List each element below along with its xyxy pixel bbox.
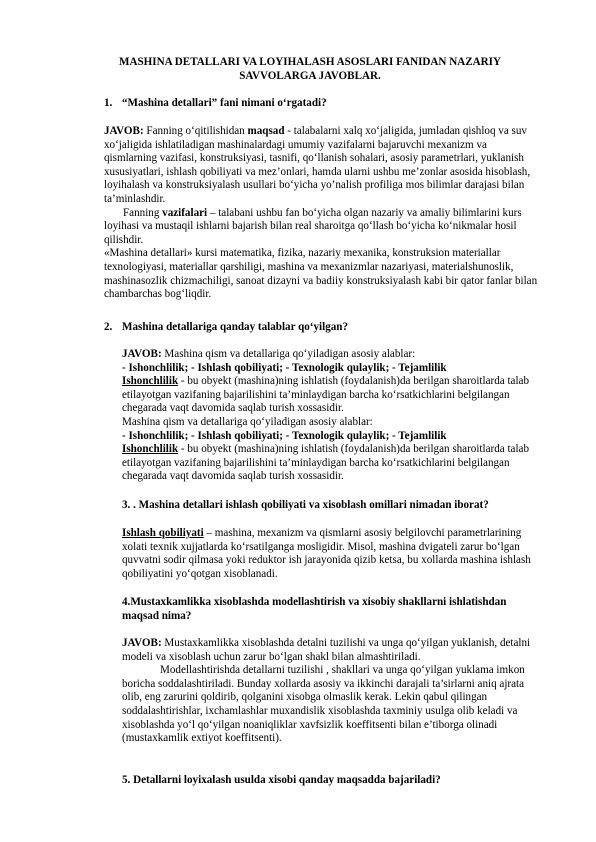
- answer-2-definition: [122, 375, 540, 416]
- document-title: [90, 55, 530, 83]
- question-1-number: 1.: [104, 97, 113, 109]
- answer-1-label: JAVOB:: [104, 125, 144, 137]
- answer-2-list-repeat: - Ishonchlilik; - Ishlash qobiliyati; - Texnologik qulaylik; - Tejamlilik: [122, 429, 447, 442]
- question-3-text: 3. . Mashina detallari ishlash qobiliyati va xisoblash omillari nimadan iborat?: [122, 499, 489, 511]
- answer-2-intro: [122, 348, 540, 362]
- answer-3-def-text: – mashina, mexanizm va qismlarni asosiy belgilovchi parametrlarining xolati texnik xujjatlarda ko‘rsatilganga mosligidir. Misol, mashina dvigateli zarur bo‘lgan quvvatni sodir qilmasa yoki reduktor ish jarayonida qizib ketsa, bu xollarda mashina ishlash qobiliyatini yo‘qotgan xisoblanadi.: [122, 527, 531, 580]
- answer-2-def-text: - bu obyekt (mashina)ning ishlatish (foydalanish)da berilgan sharoitlarda talab etilayotgan vazifaning bajarilishini ta’minlaydigan barcha ko‘rsatkichlarini belgilangan chegarada vaqt davomida saqlab turish xossasidir.: [122, 375, 530, 415]
- answer-2-def-text-repeat: - bu obyekt (mashina)ning ishlatish (foydalanish)da berilgan sharoitlarda talab etilayotgan vazifaning bajarilishini ta’minlaydigan barcha ko‘rsatkichlarini belgilangan chegarada vaqt davomida saqlab turish xossasidir.: [122, 443, 530, 483]
- answer-1-p2-text-a: Fanning: [123, 206, 163, 219]
- answer-1-keyword-vazifalari: vazifalari: [162, 206, 208, 219]
- question-2-number: 2.: [104, 321, 113, 333]
- answer-2-definition-repeat: [122, 443, 540, 484]
- answer-2: [122, 348, 540, 484]
- answer-2-list: - Ishonchlilik; - Ishlash qobiliyati; - Texnologik qulaylik; - Tejamlilik: [122, 361, 447, 374]
- answer-4-text: Mustaxkamlikka xisoblashda detalni tuzilishi va unga qo‘yilgan yuklanish, detalni modeli va xisoblash uchun zarur bo‘lgan shakl bilan almashtiriladi.: [122, 637, 531, 663]
- question-1-text: “Mashina detallari” fani nimani o‘rgatadi?: [122, 97, 327, 109]
- answer-2-term-repeat: Ishonchlilik: [122, 443, 179, 456]
- answer-2-intro-repeat: Mashina qism va detallariga qo‘yiladigan asosiy alablar:: [122, 415, 373, 428]
- answer-1-paragraph-1: [104, 125, 540, 207]
- answer-4-paragraph-2: Modellashtirishda detallarni tuzilishi , shakllari va unga qo‘yilgan yuklama imkon boricha soddalashtiriladi. Bunday xollarda asosiy va ikkinchi darajali ta’sirlarni aniq ajrata olib, eng zarurini qoldirib, qolganini xisobga olmaslik kerak. Lekin qabul qilingan soddalashtirishlar, ixchamlashlar muxandislik xisoblashda taxminiy usulga olib keladi va xisoblashda yo‘l qo‘yilgan noaniqliklar xavfsizlik koeffitsenti bilan e’tiborga olinadi (mustaxkamlik extiyot koeffitsenti).: [122, 664, 525, 745]
- question-4-heading: [122, 596, 542, 623]
- question-4-text: 4.Mustaxkamlikka xisoblashda modellashtirish va xisobiy shakllarni ishlatishdan maqsad nima?: [122, 596, 507, 622]
- answer-3: [122, 527, 540, 581]
- question-1-heading: [104, 97, 534, 111]
- question-2-heading: [104, 321, 534, 335]
- answer-1-paragraph-3: «Mashina detallari» kursi matematika, fizika, nazariy mexanika, konstruksion materiallar texnologiyasi, materiallar qarshiligi, mashina va mexanizmlar nazariyasi, materialshunoslik, mashinasozlik chizmachiligi, sanoat dizayni va badiiy konstruksiyalash kabi bir qator fanlar bilan chambarchas bog‘liqdir.: [104, 247, 538, 301]
- question-2-text: Mashina detallariga qanday talablar qo‘yilgan?: [122, 321, 349, 333]
- answer-1-paragraph-2: [104, 207, 540, 248]
- answer-4-paragraph-1: [122, 637, 540, 664]
- answer-1: [104, 125, 540, 302]
- answer-2-term: Ishonchlilik: [122, 375, 179, 388]
- answer-2-intro-text: Mashina qism va detallariga qo‘yiladigan asosiy alablar:: [161, 348, 416, 360]
- title-line-2: SAVVOLARGA JAVOBLAR.: [239, 70, 381, 82]
- answer-3-term: Ishlash qobiliyati: [122, 527, 204, 539]
- answer-1-p2-text-b: – talabani ushbu fan bo‘yicha olgan nazariy va amaliy bilimlarini kurs loyihasi va mustaqil ishlarni bajarish bilan real sharoitga qo‘llash bo‘yicha ko‘nikmalar hosil qilishdir.: [104, 206, 522, 246]
- answer-4-label: JAVOB:: [122, 637, 162, 649]
- answer-4: [122, 637, 540, 746]
- question-5-heading: [122, 774, 542, 788]
- question-3-heading: [122, 499, 542, 513]
- answer-1-text-a: Fanning o‘qitilishidan: [143, 125, 248, 137]
- answer-2-label: JAVOB:: [122, 348, 162, 360]
- question-5-text: 5. Detallarni loyixalash usulda xisobi qanday maqsadda bajariladi?: [122, 774, 441, 786]
- answer-3-paragraph: [122, 527, 540, 581]
- answer-1-text-b: - talabalarni xalq xo‘jaligida, jumladan qishloq va suv xo‘jaligida ishlatiladigan mashinalardagi umumiy vazifalarni bajaruvchi mexanizm va qismlarning vazifasi, konstruksiyasi, tasnifi, qo‘llanish sohalari, asosiy parametrlari, yuklanish xususiyatlari, ishlash qobiliyati va mez’onlari, hamda ularni ushbu me’zonlar asosida hisoblash, loyihalash va konstruksiyalash usullari bo‘yicha yo’nalish profiliga mos bilimlar darajasi bilan ta’minlashdir.: [104, 125, 531, 205]
- title-line-1: MASHINA DETALLARI VA LOYIHALASH ASOSLARI FANIDAN NAZARIY: [119, 56, 501, 68]
- answer-1-keyword-maqsad: maqsad: [247, 125, 285, 137]
